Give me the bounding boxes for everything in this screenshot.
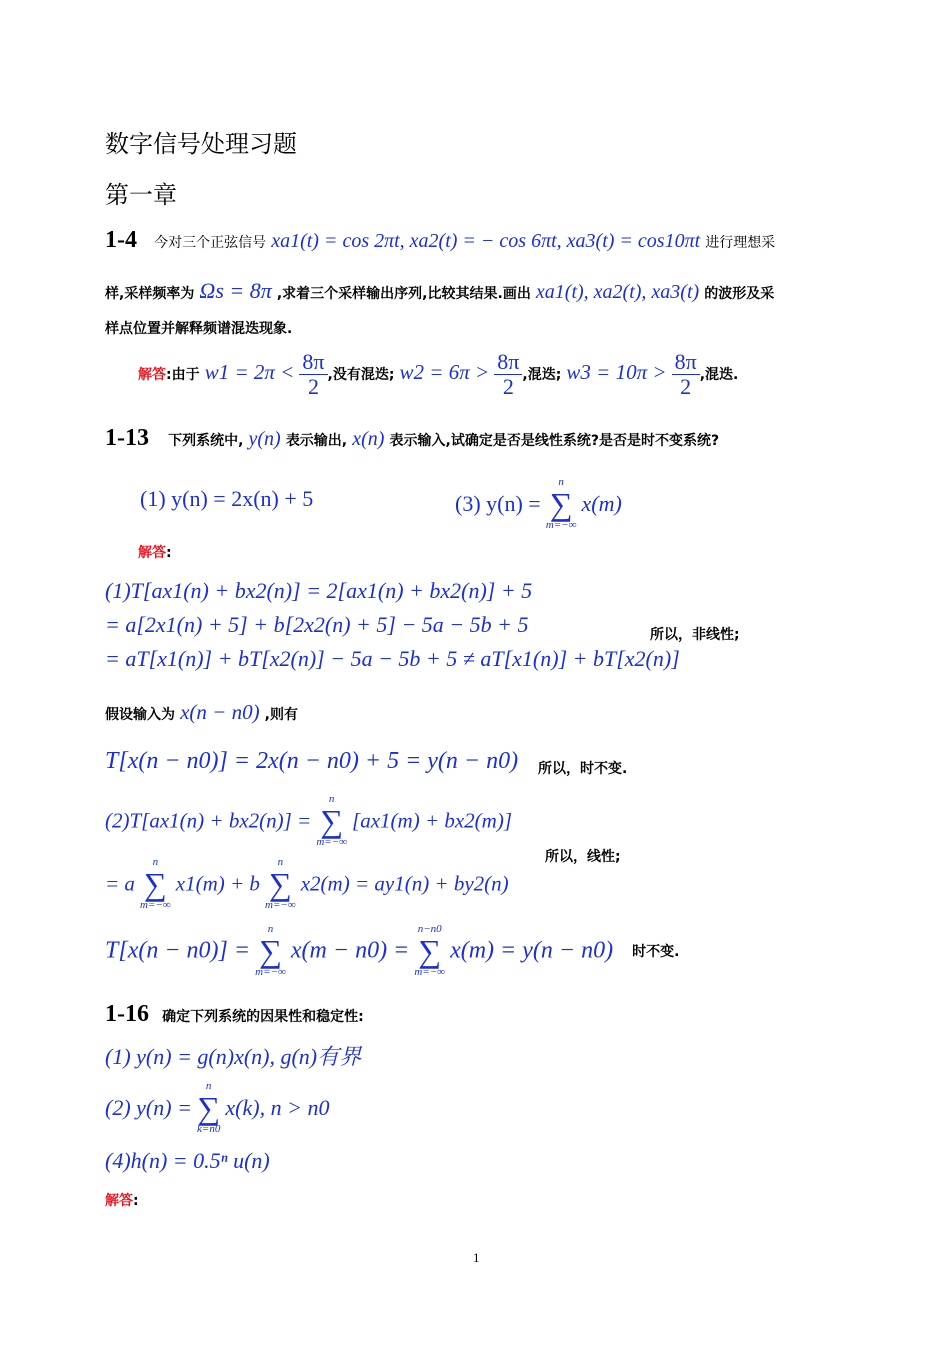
system-eq-1-16-4: (4)h(n) = 0.5ⁿ u(n) [105,1148,270,1173]
problem-number: 1-13 [105,425,149,451]
fraction [299,350,327,399]
frac-den: 2 [680,374,692,399]
problem-text: 下列系统中, [168,433,244,449]
problem-text: ,求着三个采样输出序列,比较其结果.画出 [276,286,531,302]
answer-label: 解答 [138,367,166,383]
sum-symbol: n ∑ k=n0 [197,1080,221,1135]
problem-1-13-line [105,425,719,452]
problem-number: 1-16 [105,1001,149,1027]
conclusion-nonlinear: 所以，非线性; [650,627,740,643]
answer-1-4 [138,350,738,399]
problem-text: 表示输出, [285,433,348,449]
conclusion-linear: 所以，线性; [545,849,621,865]
system-eq-3 [455,476,622,532]
conclusion-time-invariant-2: 时不变. [632,944,680,960]
sum-lower: k=n0 [197,1123,221,1135]
answer-text: ,混迭. [699,367,739,383]
eq-text: [ax1(m) + bx2(m)] [352,808,513,833]
system-eq-1-16-2 [105,1080,329,1136]
problem-1-4-line2 [105,278,774,304]
eq-text: (2)T[ax1(n) + bx2(n)] = [105,808,312,833]
sum-symbol: n ∑ m=−∞ [140,856,171,911]
w3-expr: w3 = 10π > [566,360,667,384]
sum-lower: m=−∞ [265,899,296,911]
problem-text: 确定下列系统的因果性和稳定性: [162,1009,364,1025]
sum-symbol: n ∑ m=−∞ [255,923,286,978]
answer-label: 解答 [138,545,166,561]
sum-lower: m=−∞ [140,899,171,911]
derivation-line-5 [105,856,509,912]
sum-upper: n [267,923,274,935]
sum-upper: n [152,856,159,868]
frac-den: 2 [307,374,319,399]
shifted-input: x(n − n0) [180,700,260,724]
signal-list: xa1(t), xa2(t), xa3(t) [535,281,700,303]
sum-upper: n [558,476,564,488]
time-invariance-eq-2 [105,923,680,979]
chapter-heading: 第一章 [105,181,177,209]
document-title: 数字信号处理习题 [105,130,297,158]
eq-text: = a [105,871,135,896]
derivation-line-2: = a[2x1(n) + 5] + b[2x2(n) + 5] − 5a − 5b + 5 [105,612,529,637]
input-symbol: x(n) [352,428,385,450]
sum-upper: n [328,793,335,805]
eq-text: (3) y(n) = [455,491,541,516]
sampling-freq: Ωs = 8π [199,278,272,303]
conclusion-time-invariant: 所以，时不变. [538,761,628,777]
output-symbol: y(n) [248,428,281,450]
fraction [672,350,700,399]
sum-lower: m=−∞ [414,966,445,978]
fraction [494,350,522,399]
sum-symbol: n ∑ m=−∞ [316,793,347,848]
answer-heading [105,1190,139,1210]
system-eq-1: (1) y(n) = 2x(n) + 5 [140,486,314,511]
assume-text: 假设输入为 [105,707,175,723]
problem-number: 1-4 [105,227,137,253]
answer-text: ,混迭; [522,367,562,383]
assume-text: ,则有 [264,707,298,723]
sum-upper: n [205,1080,212,1092]
system-eq-1-16-1: (1) y(n) = g(n)x(n), g(n)有界 [105,1044,362,1069]
sum-lower: m=−∞ [545,519,577,531]
sum-lower: m=−∞ [255,966,286,978]
sum-lower: m=−∞ [316,836,347,848]
derivation-line-3: = aT[x1(n)] + bT[x2(n)] − 5a − 5b + 5 ≠ aT[x1(n)] + bT[x2(n)] [105,646,680,671]
derivation-line-4 [105,793,512,849]
sum-upper: n [277,856,284,868]
problem-text: 样点位置并解释频谱混迭现象. [105,321,293,337]
answer-colon: : [133,1193,139,1209]
assume-line [105,700,298,725]
sum-symbol: n−n0 ∑ m=−∞ [414,923,445,978]
frac-num: 8π [299,350,327,375]
problem-1-16-line [105,1001,364,1028]
frac-num: 8π [494,350,522,375]
problem-text: 样,采样频率为 [105,286,195,302]
derivation-line-1: (1)T[ax1(n) + bx2(n)] = 2[ax1(n) + bx2(n)] + 5 [105,578,533,603]
frac-den: 2 [502,374,514,399]
sum-symbol: n ∑ m=−∞ [265,856,296,911]
eq-text: x(k), n > n0 [225,1095,330,1120]
signal-formula: xa1(t) = cos 2πt, xa2(t) = − cos 6πt, xa3(t) = cos10πt [271,230,701,252]
w1-expr: w1 = 2π < [204,360,295,384]
answer-heading [138,542,172,562]
page-number: 1 [473,1250,480,1265]
eq-text: x(m) = y(n − n0) [450,937,614,964]
frac-num: 8π [672,350,700,375]
answer-colon: : [166,545,172,561]
eq-text: x(m) [581,491,622,516]
problem-text: 今对三个正弦信号 [154,235,267,251]
time-invariance-eq-1: T[x(n − n0)] = 2x(n − n0) + 5 = y(n − n0) [105,748,519,774]
problem-1-4-line1 [105,227,775,254]
w2-expr: w2 = 6π > [399,360,490,384]
answer-text: :由于 [166,367,200,383]
sum-upper: n−n0 [417,923,442,935]
problem-text: 的波形及采 [704,286,775,302]
answer-label: 解答 [105,1193,133,1209]
eq-text: x(m − n0) = [290,937,410,964]
problem-text: 表示输入,试确定是否是线性系统?是否是时不变系统? [389,433,720,449]
eq-text: x1(m) + b [175,871,260,896]
eq-text: T[x(n − n0)] = [105,937,251,964]
answer-text: ,没有混迭; [327,367,395,383]
eq-text: x2(m) = ay1(n) + by2(n) [300,871,509,896]
eq-text: (2) y(n) = [105,1095,192,1120]
sum-symbol: n ∑ m=−∞ [545,476,577,531]
problem-text: 进行理想采 [705,235,776,251]
